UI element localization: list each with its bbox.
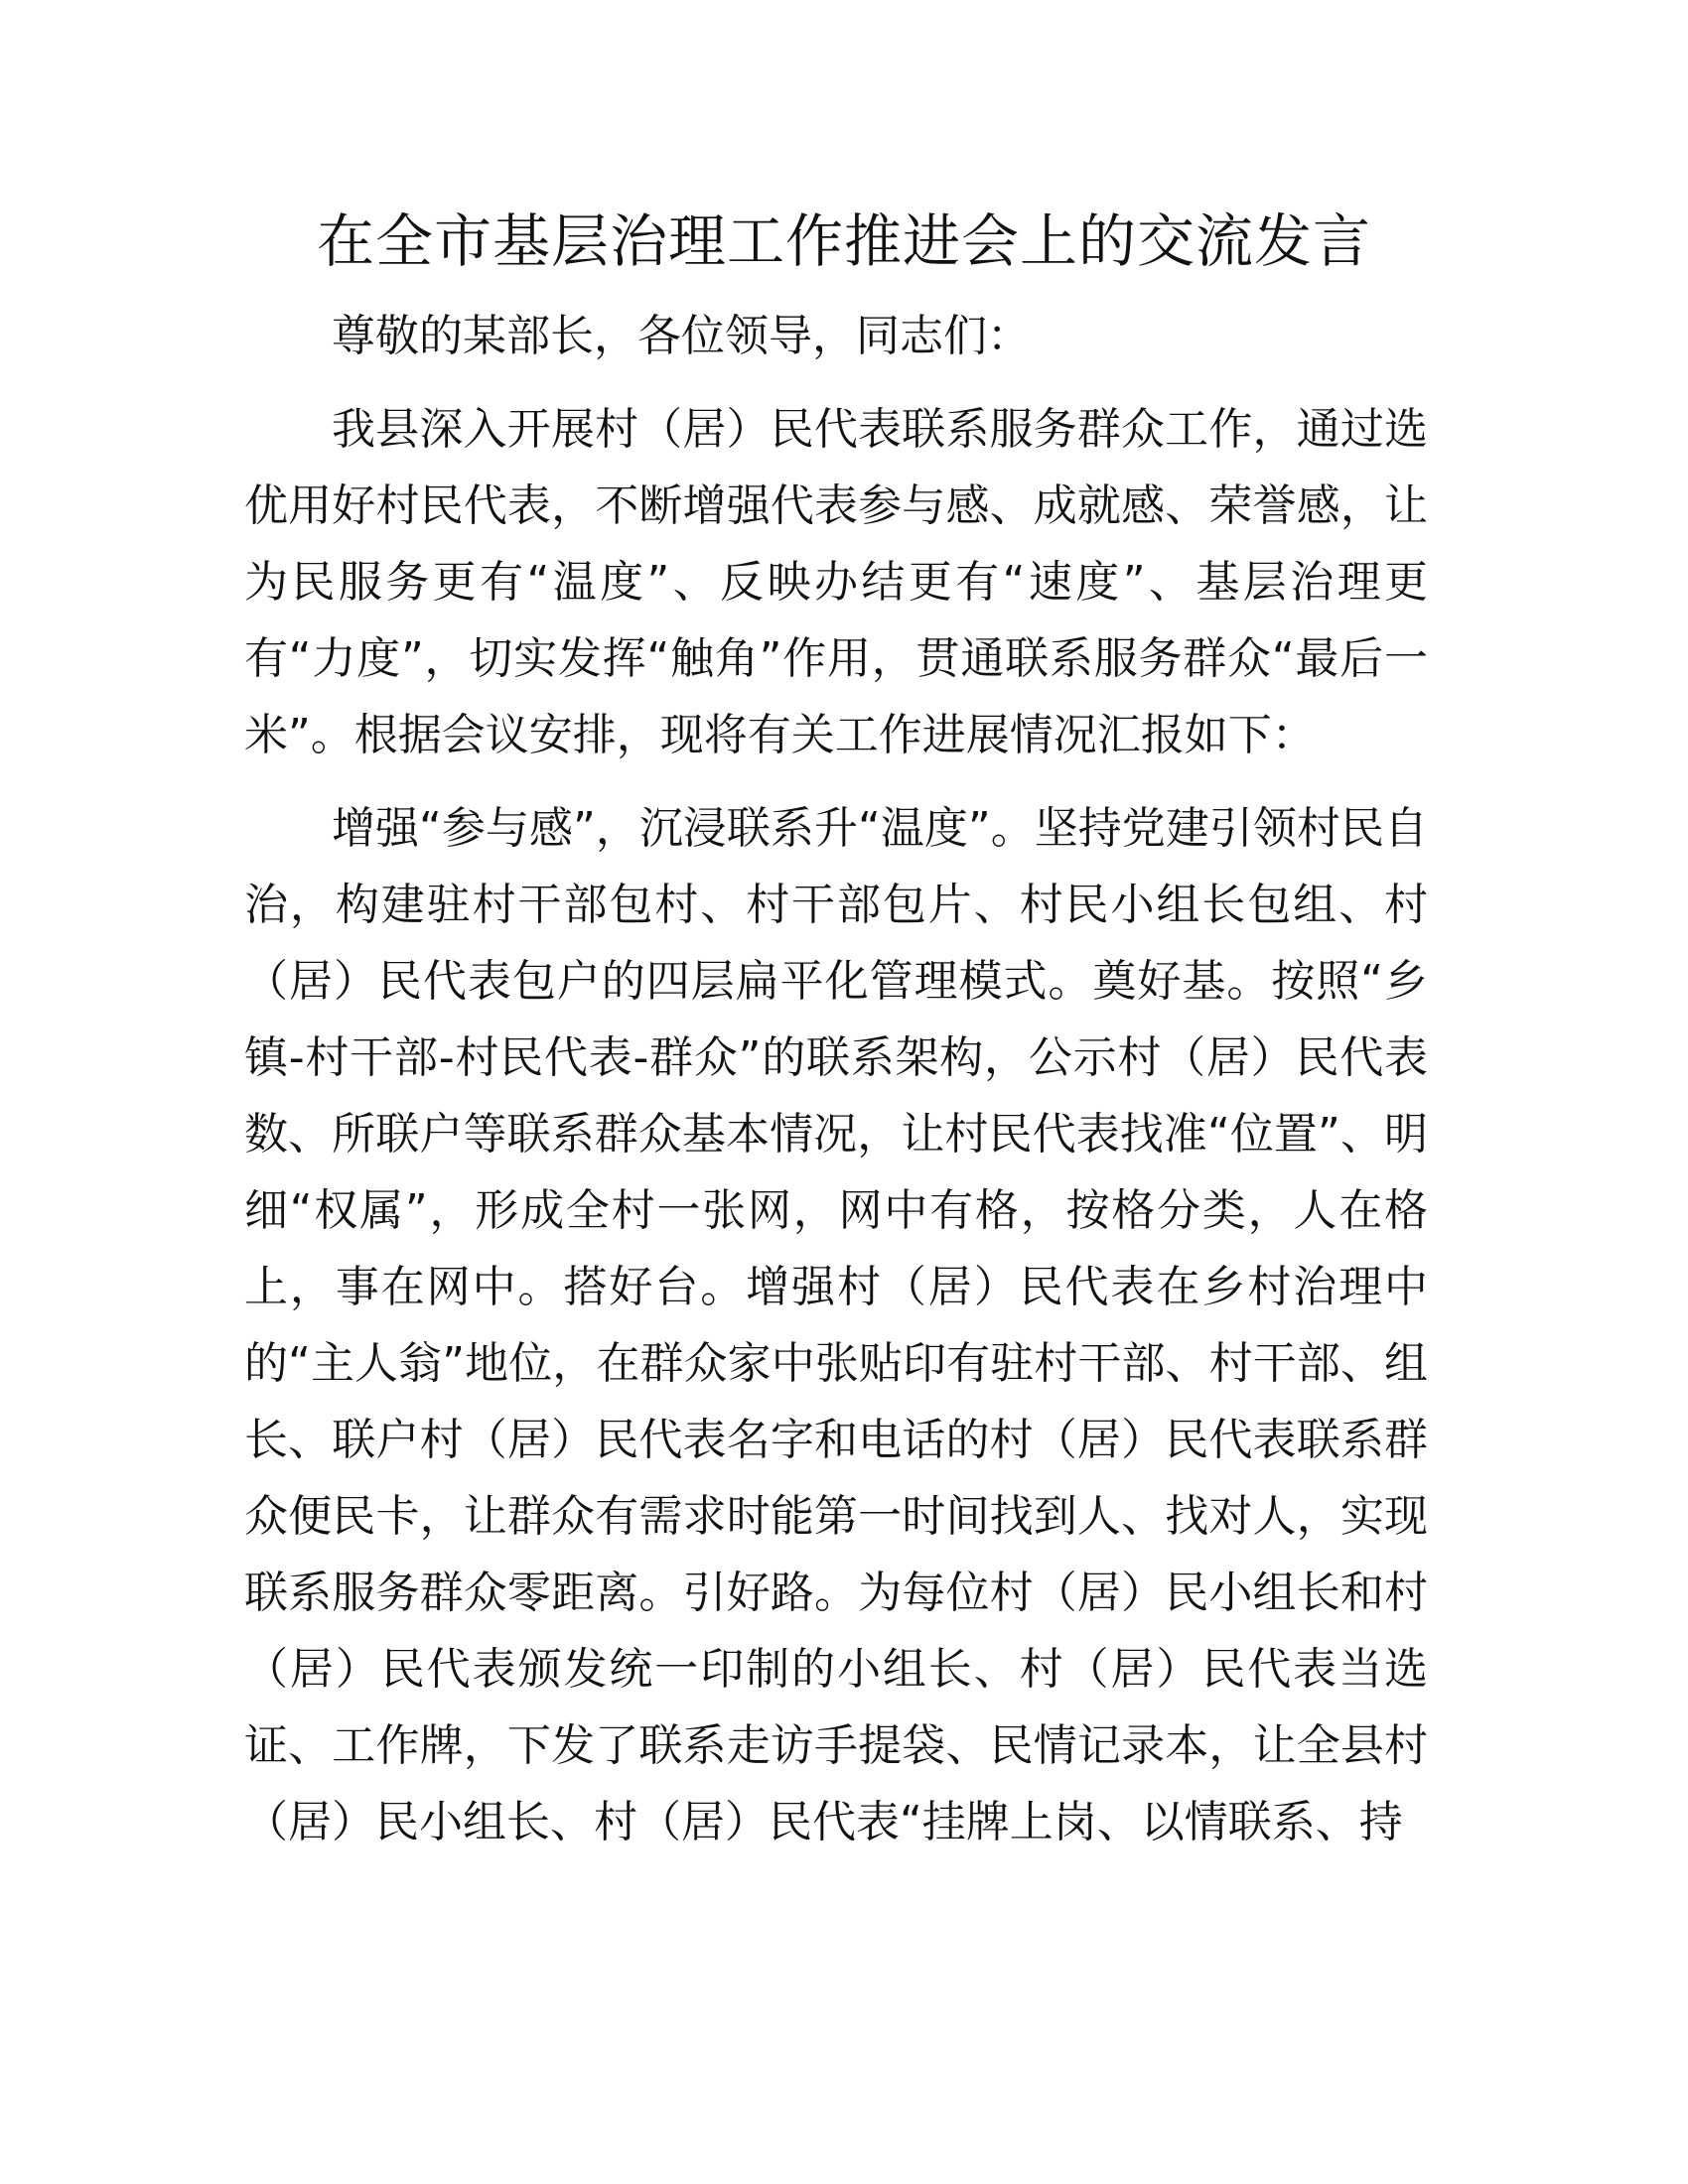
body-paragraph: 增强“参与感”，沉浸联系升“温度”。坚持党建引领村民自治，构建驻村干部包村、村干部包片、村民小组长包组、村（居）民代表包户的四层扁平化管理模式。奠好基。按照“乡镇-村干部-村民代表-群众”的联系架构，公示村（居）民代表数、所联户等联系群众基本情况，让村民代表找准“位置”、明细“权属”，形成全村一张网，网中有格，按格分类，人在格上，事在网中。搭好台。增强村（居）民代表在乡村治理中的“主人翁”地位，在群众家中张贴印有驻村干部、村干部、组长、联户村（居）民代表名字和电话的村（居）民代表联系群众便民卡，让群众有需求时能第一时间找到人、找对人，实现联系服务群众零距离。引好路。为每位村（居）民小组长和村（居）民代表颁发统一印制的小组长、村（居）民代表当选证、工作牌，下发了联系走访手提袋、民情记录本，让全县村（居）民小组长、村（居）民代表“挂牌上岗、以情联系、持 [244,803,1428,1847]
salutation: 尊敬的某部长，各位领导，同志们： [332,311,1031,361]
document-title: 在全市基层治理工作推进会上的交流发言 [316,207,1371,275]
body-paragraph: 我县深入开展村（居）民代表联系服务群众工作，通过选优用好村民代表，不断增强代表参与感、成就感、荣誉感，让为民服务更有“温度”、反映办结更有“速度”、基层治理更有“力度”，切实发挥“触角”作用，贯通联系服务群众“最后一米”。根据会议安排，现将有关工作进展情况汇报如下： [244,404,1428,760]
